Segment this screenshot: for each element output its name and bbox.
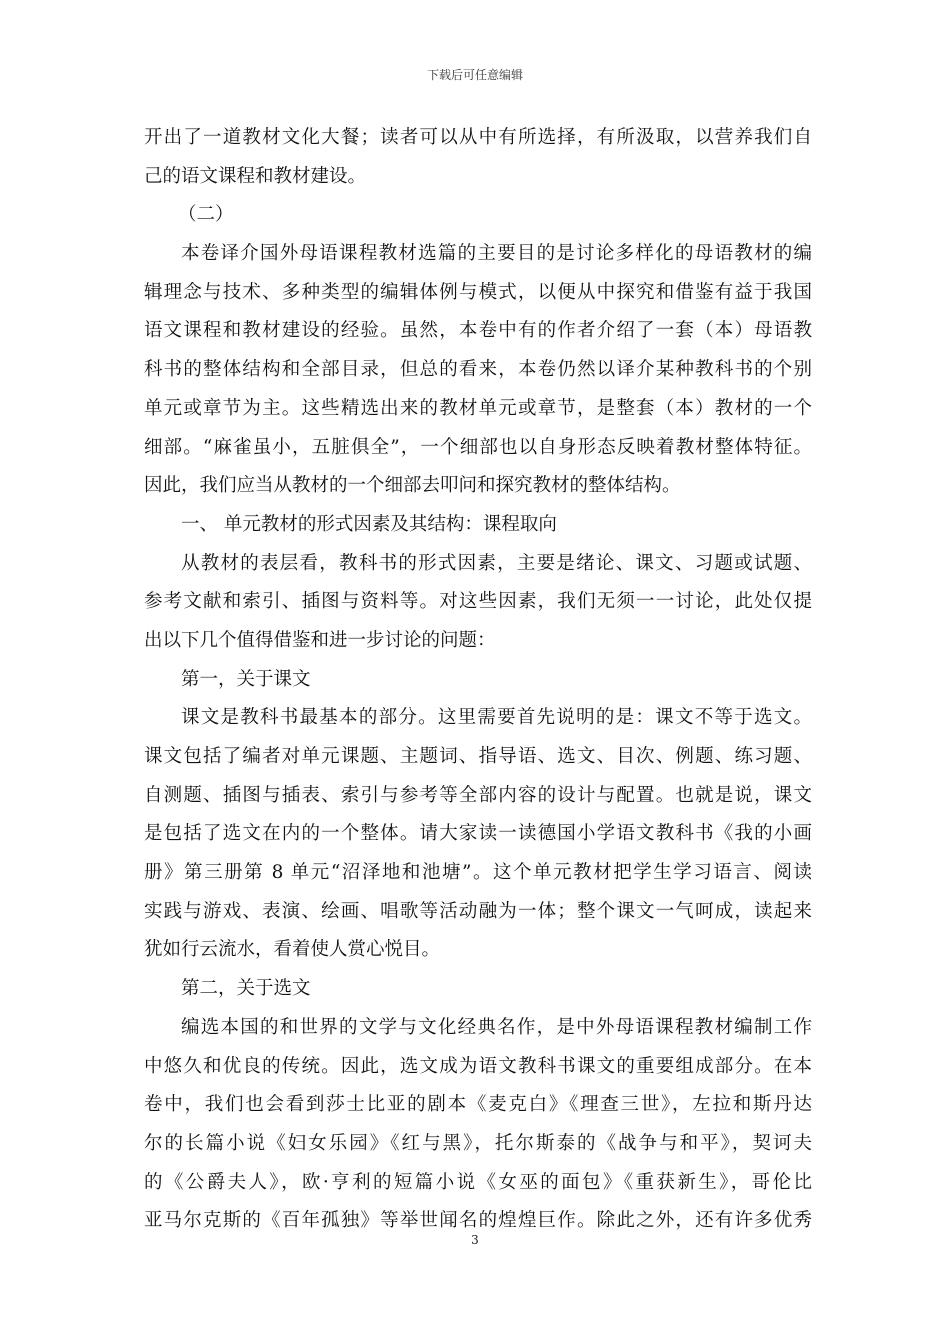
text-line: 开出了一道教材文化大餐；读者可以从中有所选择，有所汲取，以营养我们自 (144, 127, 812, 148)
text-line: 实践与游戏、表演、绘画、唱歌等活动融为一体；整个课文一气呵成，读起来 (144, 900, 812, 922)
text-line: 语文课程和教材建设的经验。虽然，本卷中有的作者介绍了一套（本）母语教 (144, 320, 812, 342)
text-line: 己的语文课程和教材建设。 (144, 165, 367, 187)
text-line: 从教材的表层看，教科书的形式因素，主要是绪论、课文、习题或试题、 (181, 552, 812, 574)
text-line: （二） (178, 204, 234, 226)
text-line: 第一，关于课文 (181, 668, 311, 690)
text-line: 亚马尔克斯的《百年孤独》等举世闻名的煌煌巨作。除此之外，还有许多优秀 (144, 1210, 812, 1232)
page-header: 下载后可任意编辑 (426, 68, 523, 82)
text-line: 辑理念与技术、多种类型的编辑体例与模式，以便从中探究和借鉴有益于我国 (144, 281, 812, 303)
text-line: 犹如行云流水，看着使人赏心悦目。 (144, 939, 441, 961)
text-line: 的《公爵夫人》，欧·亨利的短篇小说《女巫的面包》《重获新生》，哥伦比 (144, 1171, 812, 1193)
document-body (144, 119, 812, 1241)
text-line: 是包括了选文在内的一个整体。请大家读一读德国小学语文教科书《我的小画 (144, 823, 812, 845)
text-line: 参考文献和索引、插图与资料等。对这些因素，我们无须一一讨论，此处仅提 (144, 591, 812, 613)
text-line: 出以下几个值得借鉴和进一步讨论的问题： (144, 629, 496, 651)
text-line: 课文是教科书最基本的部分。这里需要首先说明的是：课文不等于选文。 (181, 707, 812, 729)
text-line: 课文包括了编者对单元课题、主题词、指导语、选文、目次、例题、练习题、 (144, 746, 812, 767)
text-line: 第二，关于选文 (181, 978, 311, 1000)
text-line: 单元或章节为主。这些精选出来的教材单元或章节，是整套（本）教材的一个 (144, 397, 812, 419)
text-line: 一、 单元教材的形式因素及其结构：课程取向 (181, 513, 557, 535)
text-line: 册》第三册第 8 单元“沼泽地和池塘”。这个单元教材把学生学习语言、阅读 (144, 862, 812, 884)
text-line: 编选本国的和世界的文学与文化经典名作，是中外母语课程教材编制工作 (181, 1016, 812, 1038)
text-line: 中悠久和优良的传统。因此，选文成为语文教科书课文的重要组成部分。在本 (144, 1055, 812, 1077)
text-line: 因此，我们应当从教材的一个细部去叩问和探究教材的整体结构。 (144, 475, 681, 497)
text-line: 科书的整体结构和全部目录，但总的看来，本卷仍然以译介某种教科书的个别 (144, 359, 812, 381)
text-line: 自测题、插图与插表、索引与参考等全部内容的设计与配置。也就是说，课文 (144, 784, 812, 806)
page-number: 3 (471, 1233, 479, 1247)
text-line: 本卷译介国外母语课程教材选篇的主要目的是讨论多样化的母语教材的编 (181, 243, 812, 265)
text-line: 卷中，我们也会看到莎士比亚的剧本《麦克白》《理查三世》，左拉和斯丹达 (144, 1094, 812, 1116)
text-line: 细部。“麻雀虽小，五脏俱全”，一个细部也以自身形态反映着教材整体特征。 (144, 436, 812, 458)
text-line: 尔的长篇小说《妇女乐园》《红与黑》，托尔斯泰的《战争与和平》，契诃夫 (144, 1132, 812, 1154)
